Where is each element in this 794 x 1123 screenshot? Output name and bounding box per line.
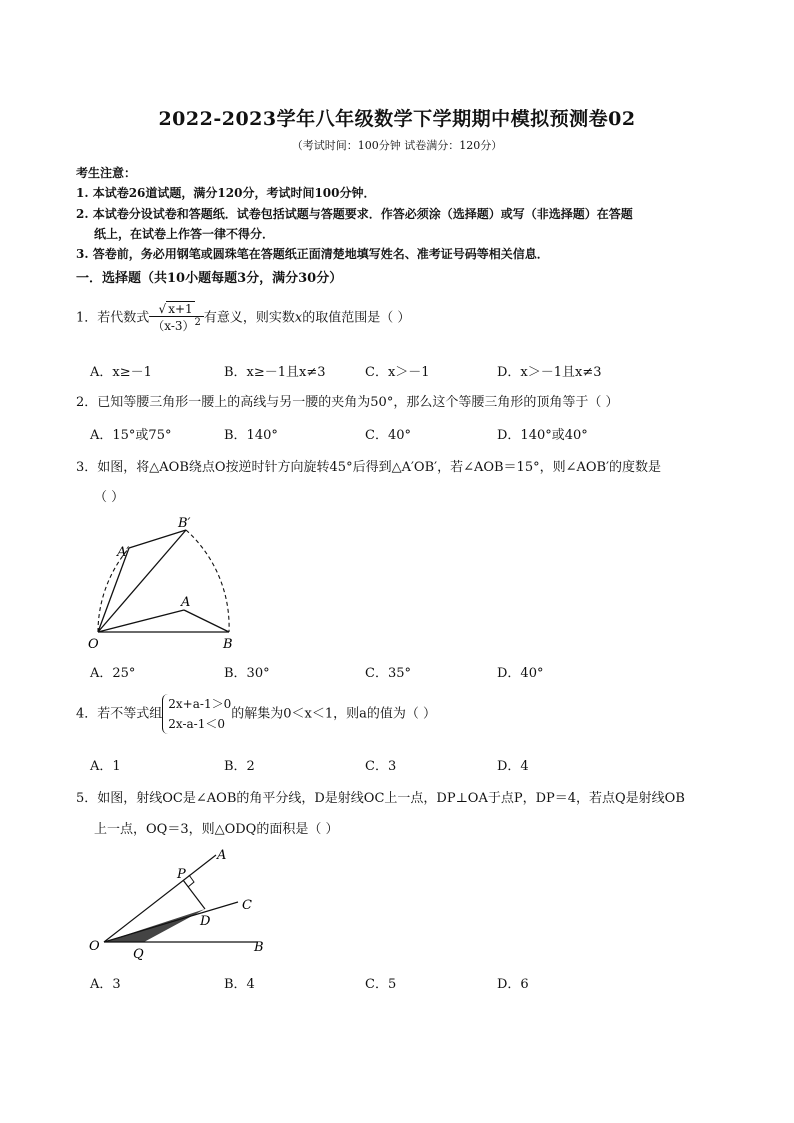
q3-option-c[interactable]: C．35° bbox=[365, 666, 411, 681]
page-title: 2022-2023学年八年级数学下学期期中模拟预测卷02 bbox=[158, 108, 636, 130]
label-b-prime: B′ bbox=[178, 516, 191, 531]
q1-option-b[interactable]: B．x≥－1且x≠3 bbox=[224, 365, 326, 380]
question-5-cont: 上一点，OQ＝3，则△ODQ的面积是（ ） bbox=[94, 822, 339, 837]
q2-option-a[interactable]: A．15°或75° bbox=[90, 428, 172, 443]
q1-option-c[interactable]: C．x＞－1 bbox=[365, 365, 430, 380]
label-c: C bbox=[242, 898, 252, 913]
label-a: A bbox=[217, 848, 227, 863]
q3-option-d[interactable]: D．40° bbox=[497, 666, 544, 681]
section-heading: 一．选择题（共10小题每题3分，满分30分） bbox=[76, 271, 343, 286]
notice-item-3: 3. 答卷前，务必用钢笔或圆珠笔在答题纸正面清楚地填写姓名、准考证号码等相关信息． bbox=[76, 247, 549, 261]
label-a-prime: A′ bbox=[117, 545, 130, 560]
label-d: D bbox=[200, 914, 211, 929]
q4-option-c[interactable]: C．3 bbox=[365, 759, 397, 774]
q5-option-d[interactable]: D．6 bbox=[497, 977, 529, 992]
question-2: 2．已知等腰三角形一腰上的高线与另一腰的夹角为50°，那么这个等腰三角形的顶角等于（ ） bbox=[76, 395, 619, 410]
segment-dp bbox=[183, 880, 205, 909]
label-o: O bbox=[89, 939, 100, 954]
q3-option-a[interactable]: A．25° bbox=[90, 666, 136, 681]
arc-b bbox=[186, 530, 229, 632]
q5-option-c[interactable]: C．5 bbox=[365, 977, 397, 992]
label-b: B bbox=[254, 940, 264, 955]
label-b: B bbox=[223, 637, 233, 652]
inequality-system: 2x+a-1＞0 2x-a-1＜0 bbox=[162, 694, 231, 734]
question-3: 3．如图，将△AOB绕点O按逆时针方向旋转45°后得到△A′OB′，若∠AOB＝15°，则∠AOB′的度数是 bbox=[76, 460, 662, 475]
ray-oc bbox=[104, 902, 238, 942]
q4-option-d[interactable]: D．4 bbox=[497, 759, 529, 774]
label-p: P bbox=[177, 867, 186, 882]
notice-item-1: 1. 本试卷26道试题，满分120分，考试时间100分钟． bbox=[76, 186, 376, 200]
question-5: 5．如图，射线OC是∠AOB的角平分线，D是射线OC上一点，DP⊥OA于点P，DP＝4，若点Q是射线OB bbox=[76, 791, 685, 806]
q5-figure bbox=[88, 845, 273, 960]
q4-option-b[interactable]: B．2 bbox=[224, 759, 255, 774]
question-3-blank: （ ） bbox=[94, 490, 125, 505]
segment-ab bbox=[184, 610, 229, 632]
label-a: A bbox=[181, 595, 191, 610]
notice-item-2-cont: 纸上，在试卷上作答一律不得分． bbox=[94, 227, 275, 241]
fraction: $\frac{√ x+1}{(x-3)^2}$ bbox=[149, 302, 204, 334]
q2-option-b[interactable]: B．140° bbox=[224, 428, 278, 443]
q1-option-d[interactable]: D．x＞－1且x≠3 bbox=[497, 365, 602, 380]
segment-ob1 bbox=[98, 530, 186, 632]
question-1: 1．若代数式 $\frac{√ x+1}{(x-3)^2}$ 有意义，则实数x的取值范围是（ ） bbox=[76, 302, 411, 333]
q4-option-a[interactable]: A．1 bbox=[90, 759, 121, 774]
segment-oa1 bbox=[98, 548, 129, 632]
notice-item-2: 2. 本试卷分设试卷和答题纸．试卷包括试题与答题要求．作答必须涂（选择题）或写（非选择题）在答题 bbox=[76, 207, 633, 221]
q3-figure bbox=[86, 510, 246, 655]
question-4: 4．若不等式组 2x+a-1＞0 2x-a-1＜0 的解集为0＜x＜1，则a的值为（ ） bbox=[76, 694, 436, 734]
label-o: O bbox=[88, 637, 99, 652]
q3-option-b[interactable]: B．30° bbox=[224, 666, 270, 681]
q5-option-a[interactable]: A．3 bbox=[90, 977, 121, 992]
exam-info: （考试时间：100分钟 试卷满分：120分） bbox=[291, 139, 503, 152]
q5-option-b[interactable]: B．4 bbox=[224, 977, 255, 992]
q2-option-d[interactable]: D．140°或40° bbox=[497, 428, 588, 443]
label-q: Q bbox=[133, 947, 144, 960]
segment-oa bbox=[98, 610, 184, 632]
notice-heading: 考生注意： bbox=[76, 166, 137, 180]
q2-option-c[interactable]: C．40° bbox=[365, 428, 411, 443]
q1-option-a[interactable]: A．x≥－1 bbox=[90, 365, 152, 380]
